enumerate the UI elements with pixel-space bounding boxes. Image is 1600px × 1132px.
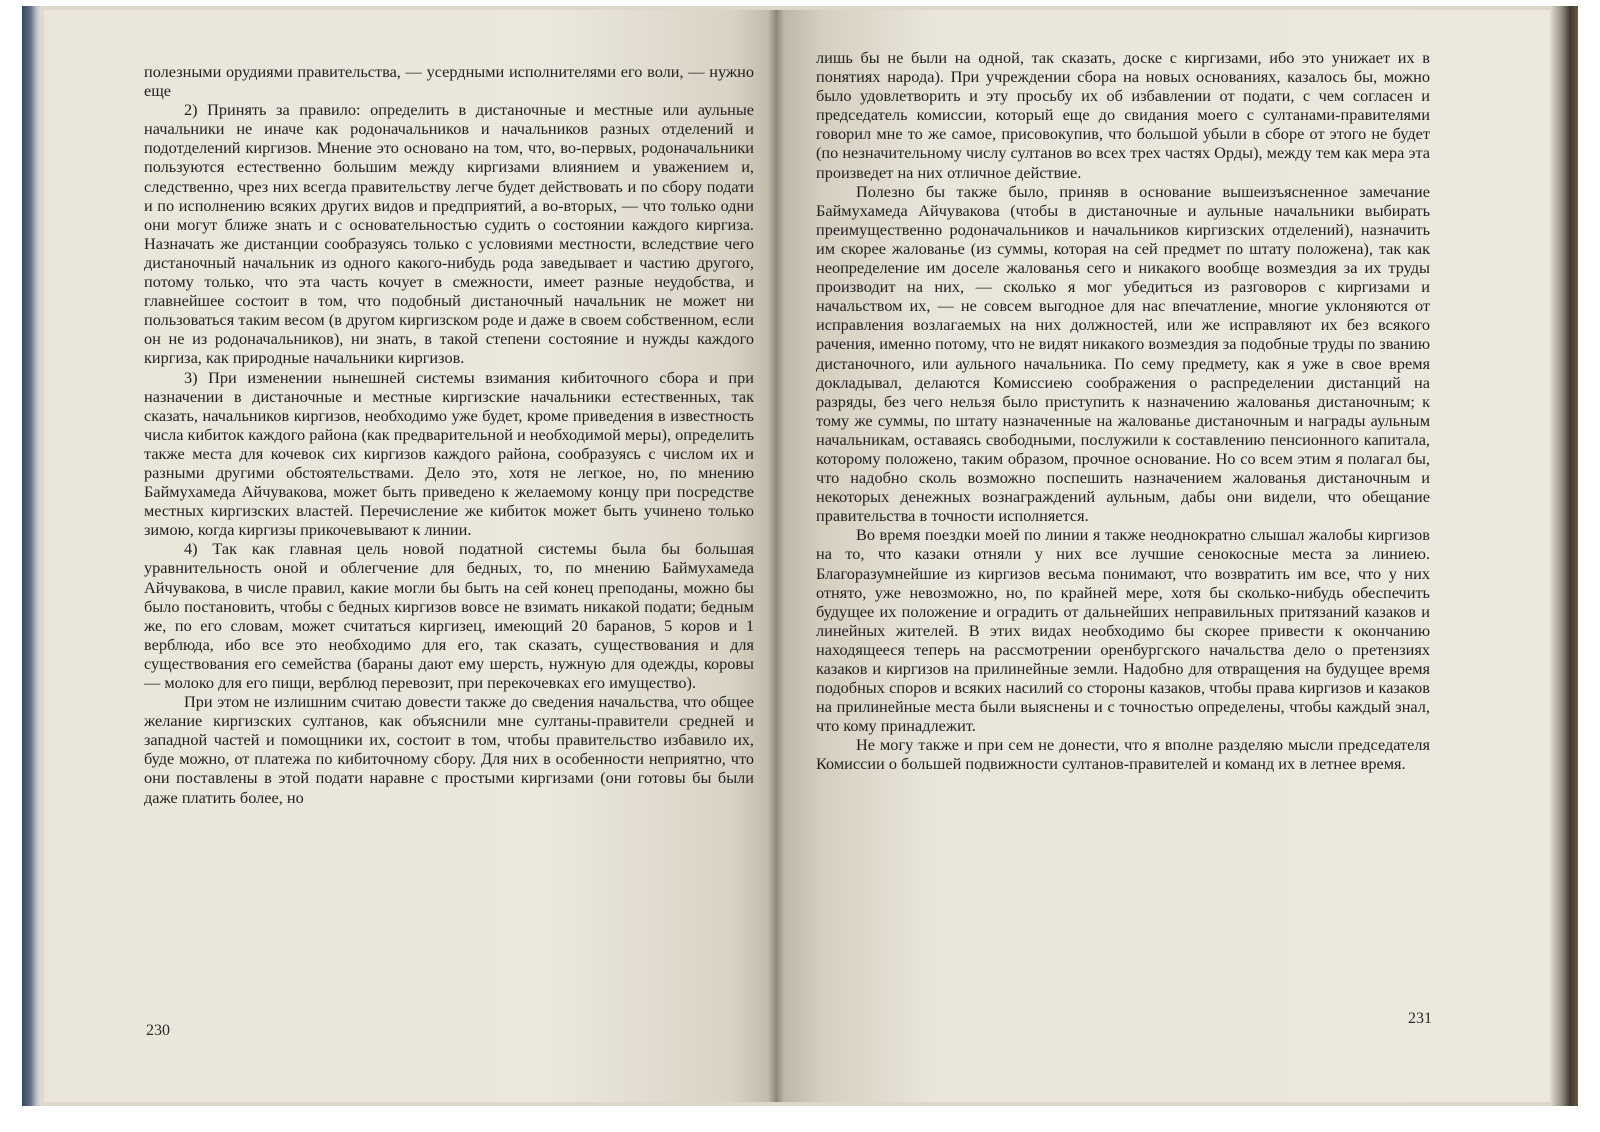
right-page-text: [816, 48, 1430, 774]
paragraph: 3) При изменении нынешней системы взимания кибиточного сбора и при назначении в дистаночные и местные киргизские начальники естественных, так сказать, начальников киргизов, необходимо уже будет, кроме приведения в известность числа кибиток каждого района (как предварительной и необходимой меры), определить также места для кочевок сих киргизов каждого района, сообразуясь с числом их и разными другими обстоятельствами. Дело это, хотя не легкое, но, по мнению Баймухамеда Айчувакова, может быть приведено к желаемому концу при посредстве местных киргизских властей. Перечисление же кибиток может быть учинено только зимою, когда киргизы прикочевывают к линии.: [144, 367, 754, 540]
book-edge-right: [1552, 6, 1578, 1106]
book-gutter: [768, 10, 784, 1102]
paragraph: Не могу также и при сем не донести, что я вполне разделяю мысли председателя Комиссии о большей подвижности султанов-правителей и команд их в летнее время.: [816, 735, 1430, 774]
paragraph: 2) Принять за правило: определить в дистаночные и местные или аульные начальники не иначе как родоначальников и начальников разных отделений и подотделений киргизов. Мнение это основано на том, что, во-первых, родоначальники пользуются естественно большим между киргизами влиянием и уважением и, следственно, чрез них всегда правительству легче будет действовать и по сбору подати и по исполнению всяких других видов и предприятий, а во-вторых, — что только одни они могут ближе знать и с основательностью судить о состоянии каждого киргиза. Назначать же дистанции сообразуясь только с условиями местности, вследствие чего дистаночный начальник из одного какого-нибудь рода заведывает и частию другого, потому только, что эта часть кочует в смежности, имеет разные неудобства, и главнейшее состоит в том, что подобный дистаночный начальник не может ни пользоваться таким весом (в другом киргизском роде и даже в своем собственном, если он не из родоначальников), ни знать, в такой степени состояние и нужды каждого киргиза, как природные начальники киргизов.: [144, 100, 754, 368]
page-number-right: 231: [1408, 1010, 1432, 1027]
left-page: [44, 10, 776, 1102]
left-page-text: [144, 62, 754, 807]
paragraph: Полезно бы также было, приняв в основание вышеизъясненное замечание Баймухамеда Айчувакова (чтобы в дистаночные и аульные начальники выбирать преимущественно родоначальников и начальников киргизских отделений), назначить им скорее жалованье (из суммы, которая на сей предмет по штату положена), так как неопределение им доселе жалованья сего и никакого вообще возмездия за их труды производит на них, — сколько я мог убедиться из разговоров с киргизами и начальством их, — не совсем выгодное для нас впечатление, многие уклоняются от исправления возлагаемых на них должностей, или же исправляют их без всякого рачения, именно потому, что не видят никакого возмездия за подобные труды по званию дистаночного, или аульного начальника. По сему предмету, как я уже в свое время докладывал, делаются Комиссиею соображения о распределении дистанций на разряды, без чего нельзя было приступить к назначению жалованья дистаночным; к тому же суммы, по штату назначенные на жалованье дистаночным и награды аульным начальникам, оставаясь свободными, послужили к составлению пенсионного капитала, которому положено, таким образом, прочное основание. Но со всем этим я полагал бы, что надобно сколь возможно поспешить назначением жалованья дистаночным и некоторых денежных вознаграждений аульным, дабы они видели, что обещание правительства в точности исполняется.: [816, 181, 1430, 526]
paragraph: лишь бы не были на одной, так сказать, доске с киргизами, ибо это унижает их в понятиях народа). При учреждении сбора на новых основаниях, казалось бы, можно было удовлетворить и эту просьбу их об избавлении от подати, с чем согласен и председатель комиссии, который еще до свидания моего с султанами-правителями говорил мне то же самое, присовокупив, что большой убыли в сборе от этого не будет (по незначительному числу султанов во всех трех частях Орды), между тем как мера эта произведет на них отличное действие.: [816, 48, 1430, 182]
paragraph: 4) Так как главная цель новой податной системы была бы большая уравнительность оной и облегчение для бедных, то, по мнению Баймухамеда Айчувакова, в числе правил, какие могли бы быть на сей конец преподаны, можно бы было постановить, чтобы с бедных киргизов вовсе не взимать никакой подати; бедным же, по его словам, может считаться киргизец, имеющий 20 баранов, 5 коров и 1 верблюда, ибо все это необходимо для его, так сказать, существования и для существования его семейства (бараны дают ему шерсть, нужную для одежды, коровы — молоко для его пищи, верблюд перевозит, при перекочевках его имущество).: [144, 539, 754, 692]
right-page: [776, 10, 1550, 1102]
page-number-left: 230: [146, 1022, 170, 1039]
paragraph: При этом не излишним считаю довести также до сведения начальства, что общее желание киргизских султанов, как объяснили мне султаны-правители средней и западной частей и помощники их, состоит в том, чтобы правительство избавило их, буде можно, от платежа по кибиточному сбору. Для них в особенности неприятно, что они поставлены в этой подати наравне с простыми киргизами (они готовы бы были даже платить более, но: [144, 692, 754, 807]
paragraph: Во время поездки моей по линии я также неоднократно слышал жалобы киргизов на то, что казаки отняли у них все лучшие сенокосные места за линиею. Благоразумнейшие из киргизов весьма понимают, что возвратить им все, что у них отнято, уже невозможно, но, по крайней мере, хотя бы сколько-нибудь обеспечить будущее их положение и оградить от дальнейших неправильных притязаний казаков и линейных жителей. В этих видах необходимо бы скорее привести к окончанию находящееся теперь на рассмотрении оренбургского начальства дело о претензиях казаков и киргизов на прилинейные земли. Надобно для отвращения на будущее время подобных споров и всяких насилий со стороны казаков, чтобы права киргизов и казаков на прилинейные места были выяснены и с точностью определены, чтобы каждый знал, что кому принадлежит.: [816, 525, 1430, 736]
paragraph: полезными орудиями правительства, — усердными исполнителями его воли, — нужно еще: [144, 62, 754, 101]
book-edge-left: [22, 6, 42, 1106]
